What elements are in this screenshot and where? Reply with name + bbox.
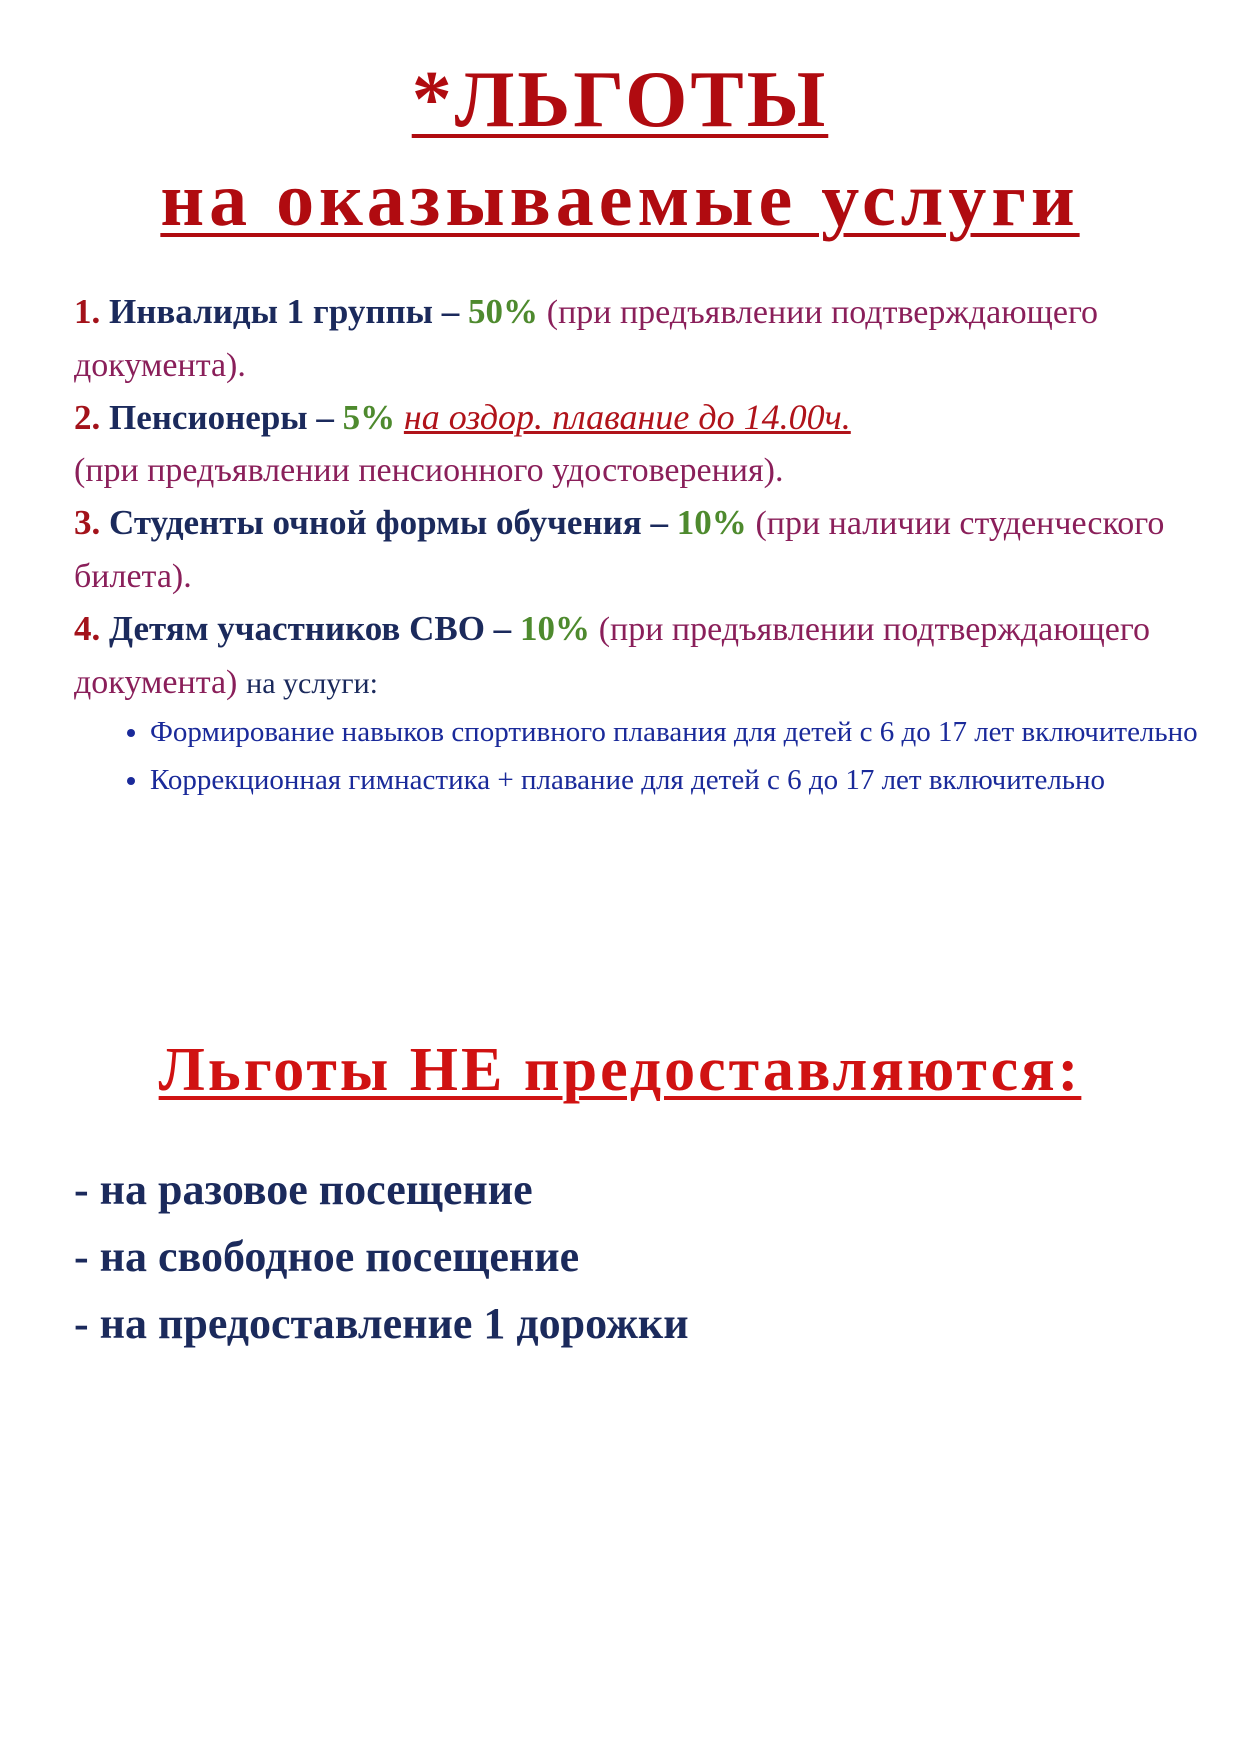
discount-item-3 bbox=[74, 497, 1184, 603]
list-item: • Формирование навыков спортивного плавания для детей с 6 до 17 лет включительно bbox=[150, 710, 1220, 755]
item-percent: 5% bbox=[342, 398, 396, 437]
services-list bbox=[108, 710, 1220, 806]
exclusion-item: - на свободное посещение bbox=[74, 1232, 580, 1281]
title-text-2: на оказываемые услуги bbox=[160, 158, 1080, 242]
item-category: Студенты очной формы обучения – bbox=[109, 503, 668, 542]
title-line-2 bbox=[0, 152, 1240, 248]
item-percent: 10% bbox=[519, 609, 590, 648]
item-number: 2. bbox=[74, 398, 101, 437]
item-category: Детям участников СВО – bbox=[109, 609, 512, 648]
exclusions-heading bbox=[0, 1032, 1240, 1108]
item-extra-condition: на оздор. плавание до 14.00ч. bbox=[403, 397, 851, 437]
item-note: (при предъявлении подтверждающего документа) bbox=[74, 611, 1150, 701]
exclusions-heading-text: Льготы НЕ предоставляются: bbox=[158, 1036, 1082, 1104]
list-item: • Коррекционная гимнастика + плавание для детей с 6 до 17 лет включительно bbox=[150, 758, 1220, 803]
discount-item-1 bbox=[74, 286, 1184, 392]
item-percent: 50% bbox=[468, 292, 538, 331]
item-percent: 10% bbox=[676, 503, 747, 542]
item-note: (при предъявлении подтверждающего документа). bbox=[74, 294, 1099, 384]
exclusion-item: - на разовое посещение bbox=[74, 1165, 533, 1214]
item-number: 1. bbox=[74, 292, 101, 331]
discount-item-4 bbox=[74, 603, 1184, 710]
discount-item-2 bbox=[74, 391, 1184, 497]
item-number: 4. bbox=[74, 609, 101, 648]
title-line-1 bbox=[0, 52, 1240, 148]
exclusion-item: - на предоставление 1 дорожки bbox=[74, 1299, 689, 1348]
item-note: (при наличии студенческого билета). bbox=[74, 505, 1165, 595]
title-text-1: *ЛЬГОТЫ bbox=[411, 56, 829, 144]
item-suffix: на услуги: bbox=[246, 667, 378, 700]
item-category: Пенсионеры – bbox=[109, 398, 334, 437]
item-category: Инвалиды 1 группы – bbox=[109, 292, 460, 331]
item-number: 3. bbox=[74, 503, 101, 542]
item-note: (при предъявлении пенсионного удостоверения). bbox=[74, 452, 784, 489]
